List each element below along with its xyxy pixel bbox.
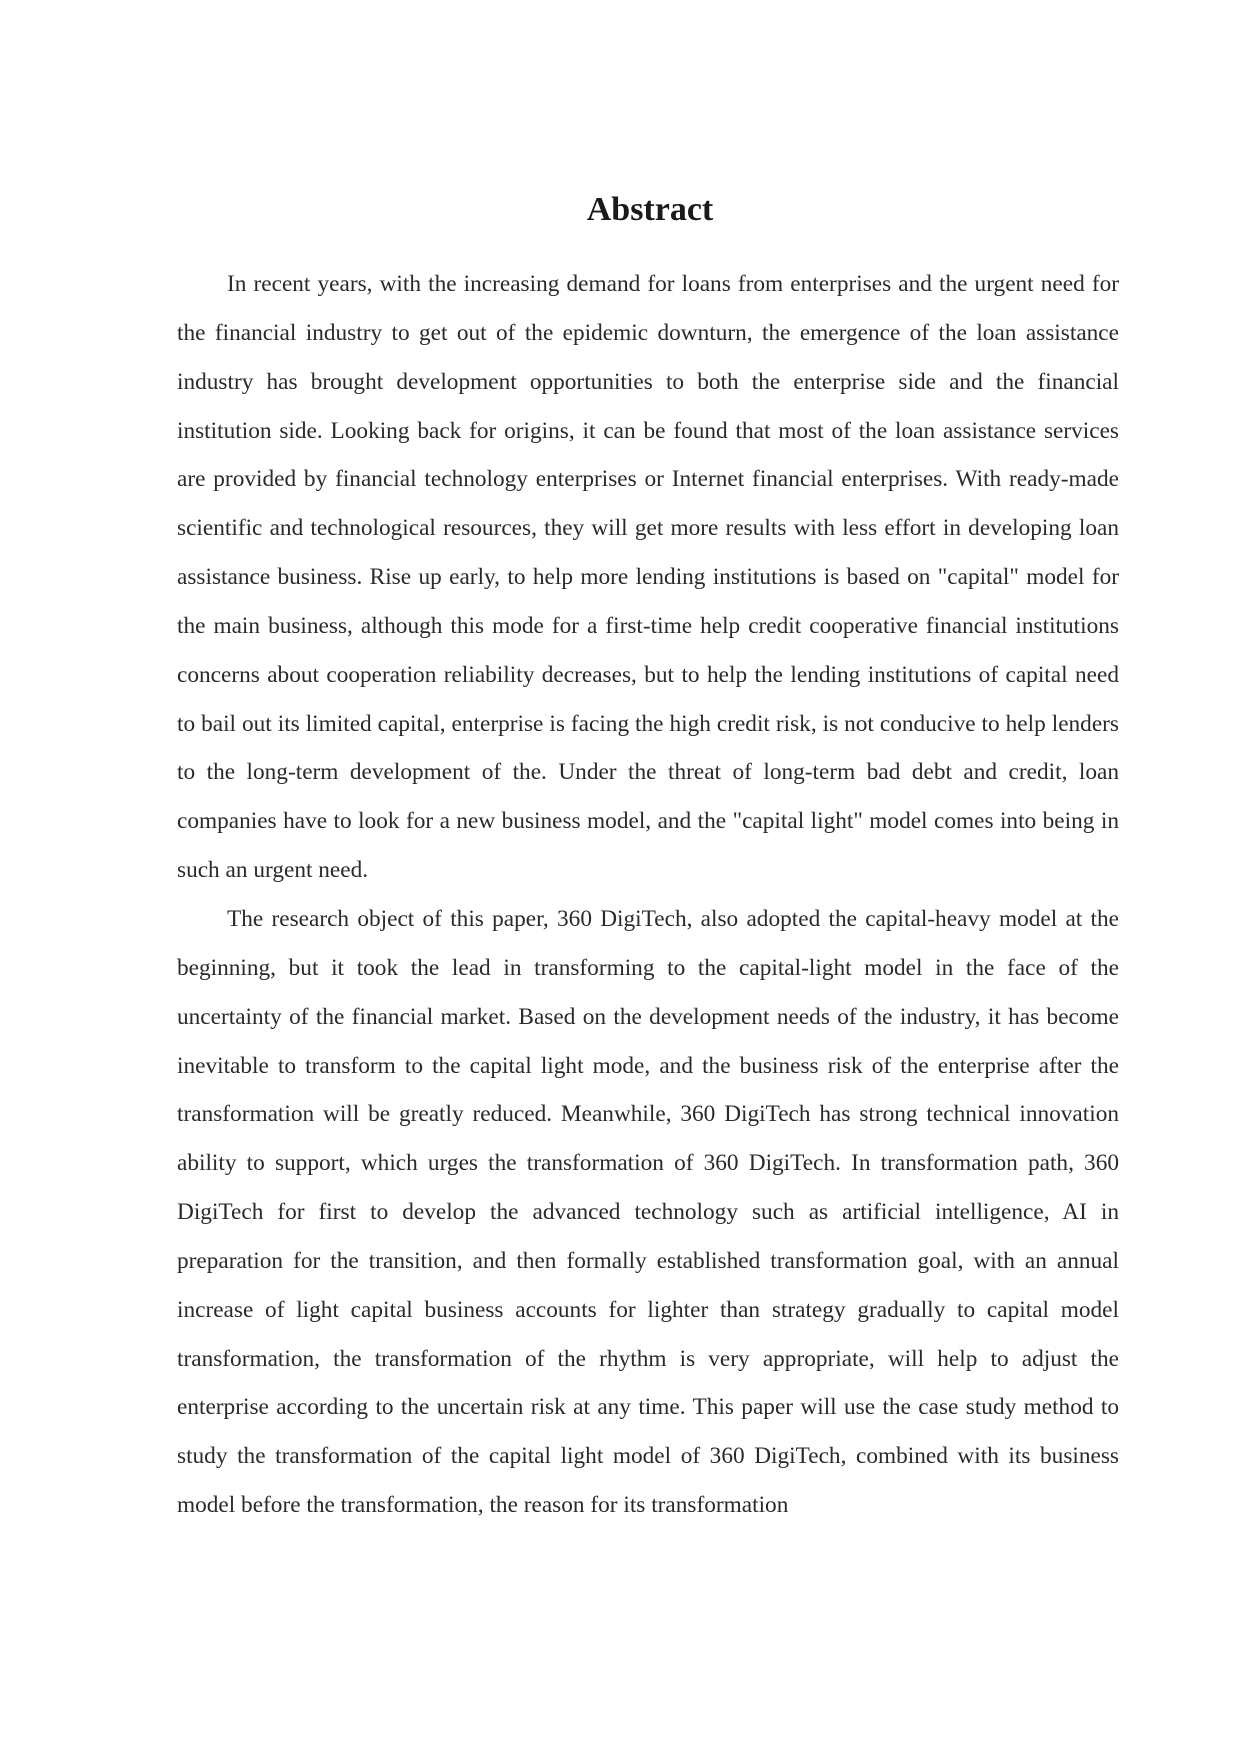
abstract-body — [177, 260, 1119, 1530]
abstract-paragraph-1: In recent years, with the increasing demand for loans from enterprises and the urgent need for the financial industry to get out of the epidemic downturn, the emergence of the loan assistance industry has brought development opportunities to both the enterprise side and the financial institution side. Looking back for origins, it can be found that most of the loan assistance services are provided by financial technology enterprises or Internet financial enterprises. With ready-made scientific and technological resources, they will get more results with less effort in developing loan assistance business. Rise up early, to help more lending institutions is based on "capital" model for the main business, although this mode for a first-time help credit cooperative financial institutions concerns about cooperation reliability decreases, but to help the lending institutions of capital need to bail out its limited capital, enterprise is facing the high credit risk, is not conducive to help lenders to the long-term development of the. Under the threat of long-term bad debt and credit, loan companies have to look for a new business model, and the "capital light" model comes into being in such an urgent need. — [177, 271, 1119, 884]
abstract-title: Abstract — [586, 191, 714, 228]
abstract-paragraph-2: The research object of this paper, 360 DigiTech, also adopted the capital-heavy model at the beginning, but it took the lead in transforming to the capital-light model in the face of the uncertainty of the financial market. Based on the development needs of the industry, it has become inevitable to transform to the capital light mode, and the business risk of the enterprise after the transformation will be greatly reduced. Meanwhile, 360 DigiTech has strong technical innovation ability to support, which urges the transformation of 360 DigiTech. In transformation path, 360 DigiTech for first to develop the advanced technology such as artificial intelligence, AI in preparation for the transition, and then formally established transformation goal, with an annual increase of light capital business accounts for lighter than strategy gradually to capital model transformation, the transformation of the rhythm is very appropriate, will help to adjust the enterprise according to the uncertain risk at any time. This paper will use the case study method to study the transformation of the capital light model of 360 DigiTech, combined with its business model before the transformation, the reason for its transformation — [177, 905, 1119, 1519]
